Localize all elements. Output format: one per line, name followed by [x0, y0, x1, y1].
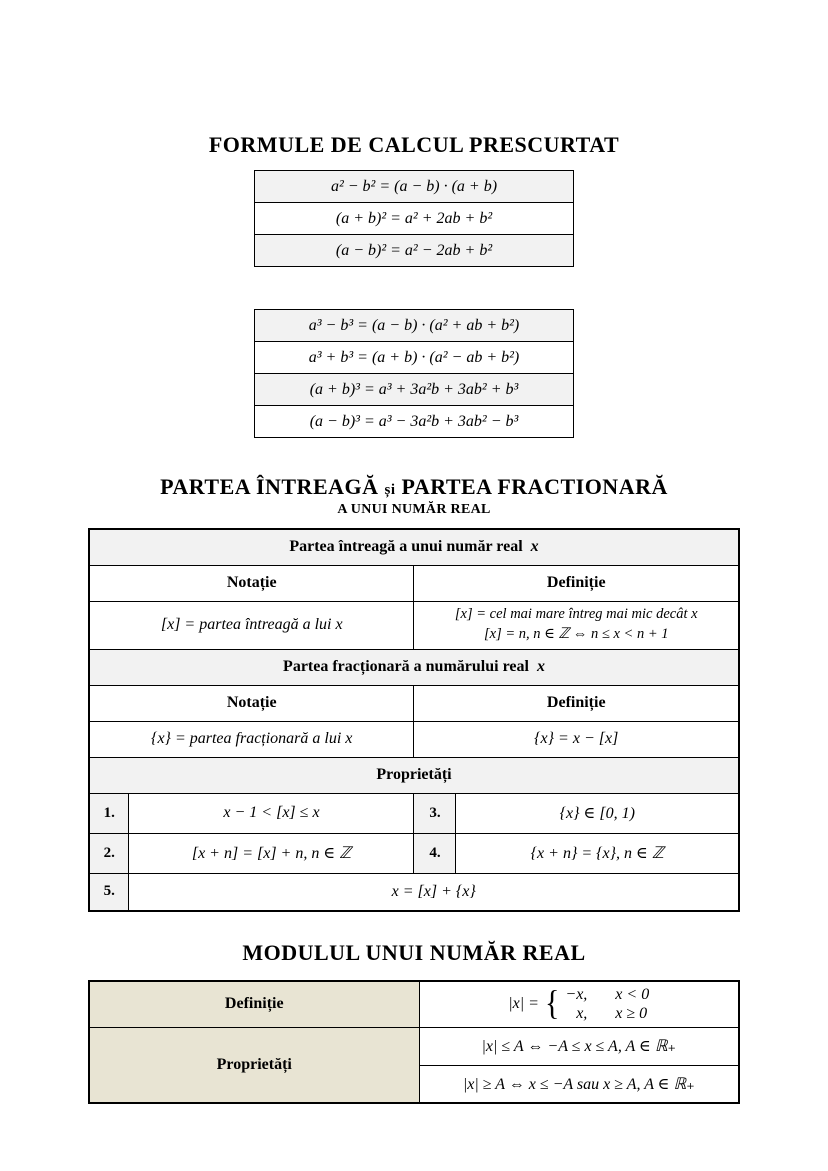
definitie-header: Definiție: [414, 685, 739, 721]
formula-row: [255, 310, 574, 342]
intreaga-header-text: Partea întreagă a unui număr real: [289, 538, 523, 556]
case-condition: x ≥ 0: [615, 1005, 648, 1023]
notatie-header: Notație: [89, 565, 414, 601]
formula: a³ + b³ = (a + b) · (a² − ab + b²): [255, 342, 574, 374]
property-number: 1.: [89, 793, 129, 833]
intreaga-definitie: [414, 601, 739, 649]
properties-row: [89, 873, 739, 911]
intreaga-header-cell: [89, 529, 739, 565]
properties-row: [89, 793, 739, 833]
formula: (a − b)³ = a³ − 3a²b + 3ab² − b³: [255, 406, 574, 438]
fractionara-header-var: x: [536, 658, 545, 675]
section-header-row: [89, 757, 739, 793]
formula-row: [255, 203, 574, 235]
section-header-row: [89, 529, 739, 565]
notatie-header: Notație: [89, 685, 414, 721]
formula: a² − b² = (a − b) · (a + b): [255, 171, 574, 203]
property-formula: x = [x] + {x}: [129, 873, 739, 911]
modul-table: [88, 980, 740, 1104]
section2-title-si: și: [384, 482, 396, 498]
formula: (a − b)² = a² − 2ab + b²: [255, 235, 574, 267]
shortcut-formulas-table-1: [254, 170, 574, 267]
formula: a³ − b³ = (a − b) · (a² + ab + b²): [255, 310, 574, 342]
property-formula: {x} ∈ [0, 1): [456, 793, 739, 833]
modul-definition-cell: [419, 981, 739, 1027]
fractionara-header-text: Partea fracționară a numărului real: [283, 658, 529, 675]
definitie-header: Definiție: [414, 565, 739, 601]
intreaga-definition-row: [89, 601, 739, 649]
section1-title: FORMULE DE CALCUL PRESCURTAT: [208, 132, 620, 157]
fractionara-definition-row: [89, 721, 739, 757]
property-number: 3.: [414, 793, 456, 833]
modul-property: |x| ≤ A ⇔ −A ≤ x ≤ A, A ∈ ℝ₊: [419, 1027, 739, 1065]
brace-icon: {: [544, 984, 560, 1023]
formula: (a + b)³ = a³ + 3a²b + 3ab² + b³: [255, 374, 574, 406]
fractionara-header-cell: [89, 649, 739, 685]
proprietati-label: Proprietăți: [89, 1027, 419, 1103]
formula: (a + b)² = a² + 2ab + b²: [255, 203, 574, 235]
shortcut-formulas-table-2: [254, 309, 574, 438]
piecewise-formula: [426, 985, 733, 1023]
section2-title-part1: PARTEA ÎNTREAGĂ: [160, 474, 379, 499]
abs-prefix: |x| =: [508, 995, 539, 1013]
partea-intreaga-table: [88, 528, 740, 912]
fractionara-notatie: {x} = partea fracționară a lui x: [89, 721, 414, 757]
section3-title: MODULUL UNUI NUMĂR REAL: [242, 940, 586, 965]
section2-subtitle: A UNUI NUMĂR REAL: [337, 502, 491, 517]
formula-row: [255, 342, 574, 374]
column-header-row: [89, 685, 739, 721]
definitie-label: Definiție: [89, 981, 419, 1027]
section-header-row: [89, 649, 739, 685]
intreaga-header-var: x: [530, 538, 539, 556]
modul-definition-row: [89, 981, 739, 1027]
formula-row: [255, 374, 574, 406]
intreaga-definitie-line1: [x] = cel mai mare întreg mai mic decât x: [454, 606, 698, 623]
property-number: 2.: [89, 833, 129, 873]
column-header-row: [89, 565, 739, 601]
formula-row: [255, 235, 574, 267]
fractionara-definitie: {x} = x − [x]: [414, 721, 739, 757]
formula-row: [255, 406, 574, 438]
modul-property: |x| ≥ A ⇔ x ≤ −A sau x ≥ A, A ∈ ℝ₊: [419, 1065, 739, 1103]
property-number: 4.: [414, 833, 456, 873]
property-formula: x − 1 < [x] ≤ x: [129, 793, 414, 833]
section2-title: [0, 474, 828, 500]
proprietati-header-cell: Proprietăți: [89, 757, 739, 793]
piecewise-cases: [565, 985, 649, 1023]
case-condition: x < 0: [615, 986, 650, 1004]
intreaga-definitie-line2: [x] = n, n ∈ ℤ ⇔ n ≤ x < n + 1: [483, 626, 669, 642]
case-expression: x,: [576, 1005, 588, 1023]
formula-row: [255, 171, 574, 203]
intreaga-notatie: [x] = partea întreagă a lui x: [89, 601, 414, 649]
modul-properties-row: [89, 1027, 739, 1065]
properties-row: [89, 833, 739, 873]
property-formula: [x + n] = [x] + n, n ∈ ℤ: [129, 833, 414, 873]
property-number: 5.: [89, 873, 129, 911]
section2-title-part2: PARTEA FRACTIONARĂ: [401, 474, 668, 499]
case-expression: −x,: [565, 986, 588, 1004]
property-formula: {x + n} = {x}, n ∈ ℤ: [456, 833, 739, 873]
